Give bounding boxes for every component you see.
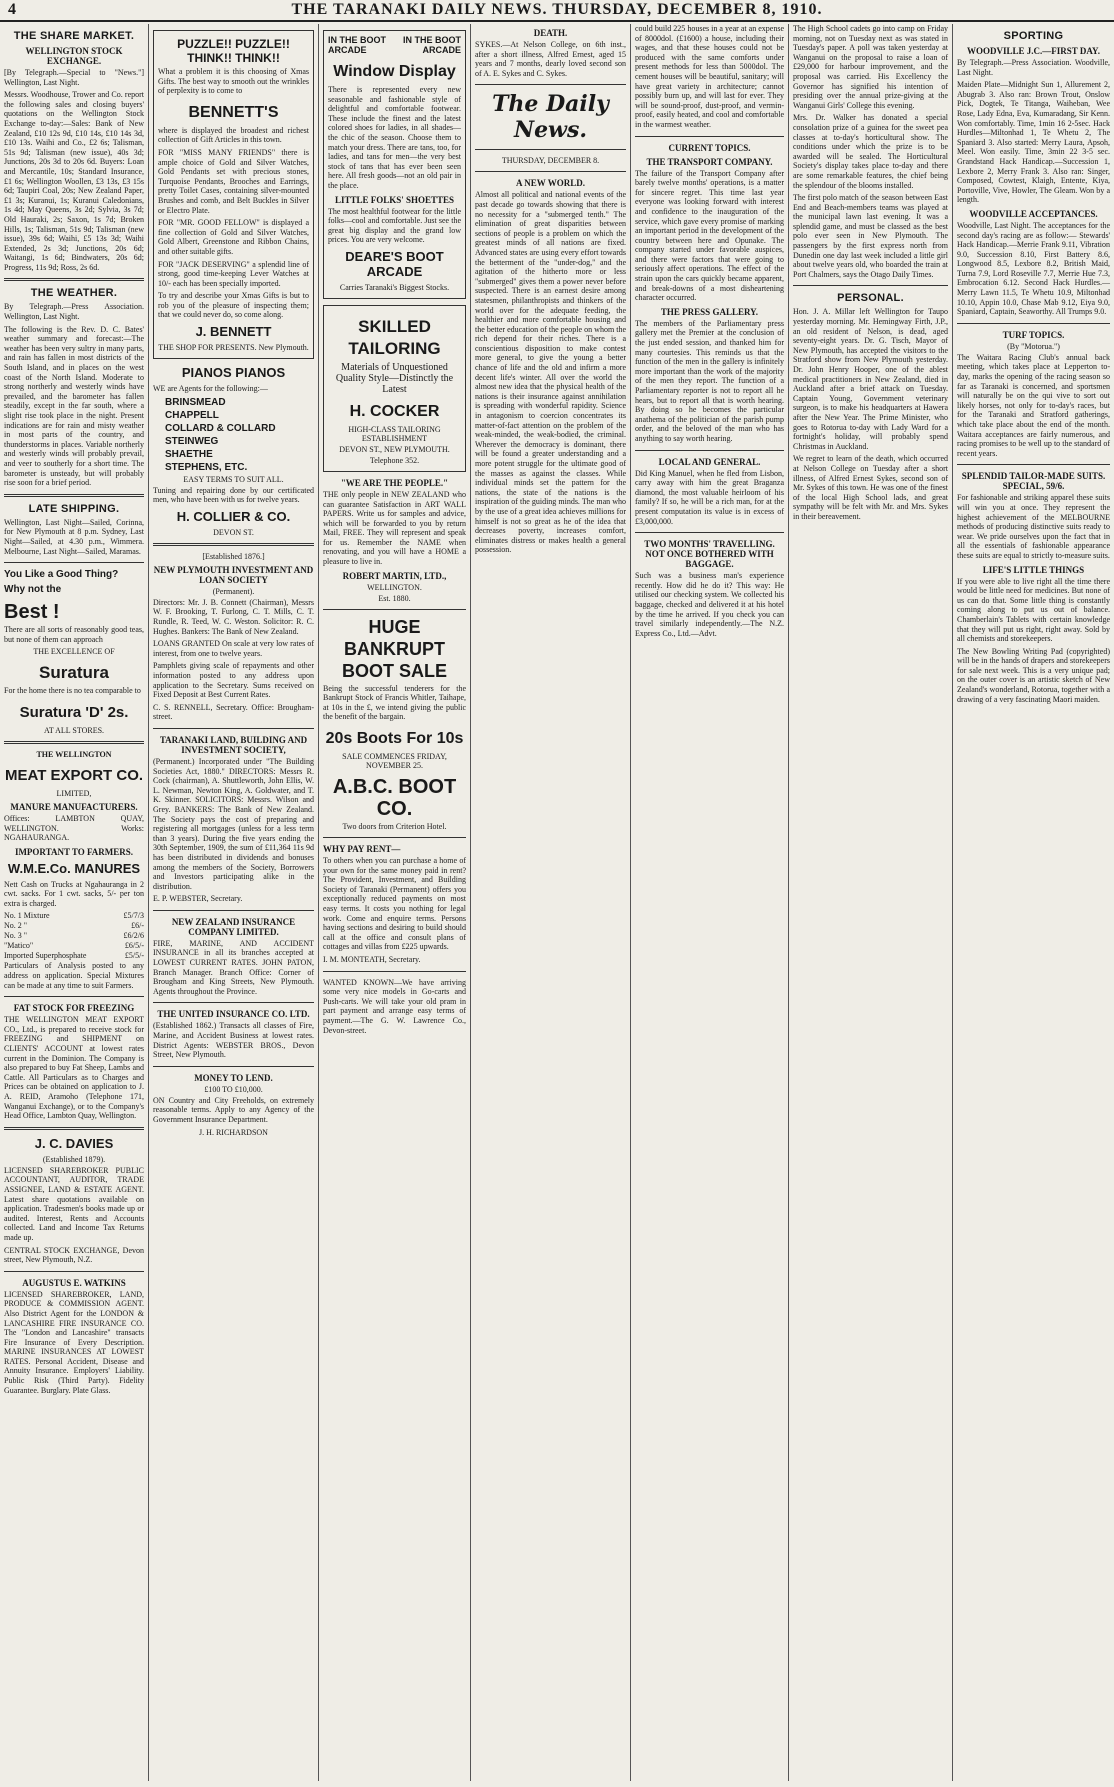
acceptances-heading: WOODVILLE ACCEPTANCES.: [969, 208, 1098, 219]
travelling-body: Such was a business man's experience recently. How did he do it? This way: He utilised our checking system. We collected his baggage, checked and delivered it at his hotel by the time he arrived. If you check you can travel similarly independently.—The N.Z. Express Co., Ltd.—Advt.: [635, 571, 784, 638]
tea-ad-stores: AT ALL STORES.: [43, 725, 105, 735]
editorial-body: Almost all political and national events of the past decade go towards showing that there is no necessity for a "submerged tenth." The elimination of great disparities between sections of people is a problem on which the greatest minds of all nations are fixed. Advanced states are using every effort towards the betterment of the "under-dog," and the agitation of the hitherto more or less "submerged" gives them a power never before suspected. There is an earnest desire among statesmen, philanthropists and thinkers of the world over for the adequate feeding, the healthier and more comfortable housing and the better education of the people on whom the rich depend for their riches. There is a conscientious disposition to make contest more general, to give the young a better chance of life and the old and infirm a more decent life's winter. All over the world the almost new idea that the physical health of the nations is their insurance against annihilation is spreading with wonderful rapidity. Science in antagonism to coercion concentrates its matter-of-fact attention on the problem of the weak-minded, the weak-bodied, the criminal. Wherever the democracy is dominant, there will be found a greater understanding and a more potent struggle for the ultimate good of the masses as against the classes. While individual minds set the pattern for the nations, the state of the nations is the inspiration of the guiding minds. The man who by the use of a great idea achieves millions for himself is not so great as he of the idea that decreases poverty, increases comfort, eliminates distress or makes health a general possession.: [475, 190, 626, 555]
collier-street: DEVON ST.: [213, 527, 254, 537]
wmeco-title: W.M.E.Co. MANURES: [7, 860, 141, 876]
davies-name: J. C. DAVIES: [34, 1135, 114, 1151]
divider: [635, 532, 784, 533]
pianos-agents: WE are Agents for the following:—: [153, 384, 268, 394]
tea-ad-excellence: THE EXCELLENCE OF: [33, 647, 115, 657]
huge-sale-body: Being the successful tenderers for the Bankrupt Stock of Francis Whitler, Taihape, at 10s in the £, we intend giving the public the benefit of the bargain.: [323, 683, 466, 722]
nzi-body: FIRE, MARINE, AND ACCIDENT INSURANCE in all its branches accepted at LOWEST CURRENT RATES. JOHN PATON, Branch Manager. Branch Office: Corner of Brougham and King Streets, New Plymouth. Agents throughout the Province.: [153, 938, 314, 996]
divider: [323, 609, 466, 610]
transport-body: The failure of the Transport Company after barely twelve months' operations, is a matter for sincere regret. This time last year everyone was looking forward with interest and confidence to the inauguration of the service, which gave every promise of marking an important period in the development of the country between here and Opunake. The company started under favorable auspices, and there were factors that were going to seriously affect operations. The effect of the strain upon the cars quickly became apparent, and break-downs of a most disheartening character occurred.: [635, 168, 784, 303]
tuning-body: Tuning and repairing done by our certificated men, who have been with us for twelve years.: [153, 485, 314, 505]
page-number: 4: [8, 1, 17, 18]
tailoring-ad: [323, 305, 466, 472]
tea-ad-best: Best !: [4, 601, 60, 624]
local-heading: LOCAL AND GENERAL.: [658, 456, 761, 467]
piano-make: SHAETHE: [165, 448, 213, 460]
puzzle-body: What a problem it is this choosing of Xmas Gifts. The best way to smooth out the wrinkles of perplexity is to come to: [158, 67, 309, 96]
divider: [323, 837, 466, 838]
manure-row: [4, 911, 144, 920]
news-item: Mrs. Dr. Walker has donated a special consolation prize of a guinea for the sweet pea classes at to-day's horticultural show. The conditions under which the prize is to be awarded will be sealed. The Horticultural Society's display takes place to-day and there are some remarkable features, the chief being the splendour of the blooms installed.: [793, 113, 948, 190]
deare-sub: Carries Taranaki's Biggest Stocks.: [339, 282, 450, 292]
bennett-trying: To try and describe your Xmas Gifts is but to rob you of the pleasure of inspecting them; that we could never do, so come along.: [158, 291, 309, 320]
bennett-title: BENNETT'S: [188, 103, 279, 121]
martin-est: Est. 1880.: [378, 593, 411, 603]
local-body: Did King Manuel, when he fled from Lisbon, carry away with him the great Braganza diamond, the most valuable heirloom of his family? If so, he will be a rich man, for at the present computation its value is in excess of £3,000,000.: [635, 468, 784, 526]
abc-sub: Two doors from Criterion Hotel.: [342, 822, 447, 832]
piano-makes-list: [153, 397, 314, 473]
woodville-body: Maiden Plate—Midnight Sun 1, Allurement 2, Abugrab 3. Also ran: Brown Trout, Onslow Pick, Dogtek, Te Titanga, Waiheban, Wee Rose, Lady Edna, Eva, Kumaradang, Sir Kenn. Won comfortably. Time, 1min 16 2-5sec. Hack Hurdles—Miltonhad 1, Te Whetu 2, The Spaniard 3. Also started: Merry Laura, Apsoh, Meel. Won easily. Time, 3min 22 3-5 sec. Grandstand Hack Handicap.—Succession 1, Lexbore 2, Merry Frank 3. Also ran: Singer, Composed, Cowtest, Klaigh, Entente, Kiya, Portoville, Vive, Howler, The Gleam. Won by a length.: [957, 80, 1110, 205]
arcade-left: IN THE BOOT ARCADE: [328, 35, 386, 55]
manure-name: No. 1 Mixture: [4, 911, 50, 921]
lifes-body: If you were able to live right all the time there would be little need for medicines. But none of us can do that. Some little thing is constantly coming along to put us out of balance. Chamberlain's Tablets with certain knowledge that they will put us right, right away. Sold by all chemists and storekeepers.: [957, 576, 1110, 644]
nzi-title: NEW ZEALAND INSURANCE COMPANY LIMITED.: [171, 916, 296, 937]
transport-heading: THE TRANSPORT COMPANY.: [646, 156, 773, 167]
meat-company-top: THE WELLINGTON: [36, 749, 112, 759]
little-folks-heading: LITTLE FOLKS' SHOETTES: [334, 194, 455, 205]
meat-company-limited: LIMITED,: [56, 788, 92, 798]
divider: [635, 450, 784, 451]
boot-arcade-ad: [323, 30, 466, 299]
tea-ad-product: Suratura 'D' 2s.: [19, 703, 129, 721]
divider: [153, 728, 314, 729]
divider: [153, 1066, 314, 1067]
jbennett-name: J. BENNETT: [195, 324, 272, 340]
bowling-body: The New Bowling Writing Pad (copyrighted) will be in the hands of drapers and storekeepers for sale next week. This is a very unique pad; on the outer cover is an artistic sketch of New Zealand's wonderland, Rotorua, together with a drawing of a very fascinating Maori maiden.: [957, 646, 1110, 704]
turf-heading: TURF TOPICS.: [1002, 329, 1065, 340]
piano-make: BRINSMEAD: [165, 396, 226, 408]
watkins-body: LICENSED SHAREBROKER, LAND, PRODUCE & COMMISSION AGENT. Also District Agent for the LONDON & LANCASHIRE FIRE INSURANCE CO. The "London and Lancashire" transacts Fire Insurance of Every Description. MARINE INSURANCES AT LOWEST RATES. Personal Accident, Disease and Annuity Insurance. Employers' Liability. Public Risk (Third Party). Fidelity Guarantee. Burglary. Plate Glass.: [4, 1289, 144, 1395]
manure-price: £5/7/3: [123, 911, 144, 921]
gallery-body: The members of the Parliamentary press gallery met the Premier at the conclusion of the just ended session, and thanked him for many courtesies. This reminds us that the function of the men in the gallery is infinitely more important than the work of the majority of the men they report. The function of a Parliamentary reporter is not to report all he hears, but to report all that is worth hearing. By doing so he becomes the particular anathema of the politician of the parish pump order, and the beloved of the man who has anything to say worth hearing.: [635, 318, 784, 443]
tea-ad-home: For the home there is no tea comparable to: [4, 686, 141, 696]
suits-body: For fashionable and striking apparel these suits will win you at once. They represent the highest achievement of the MELBOURNE methods of producing distinctive suits ready to wear. We pride ourselves upon the fact that in all the essentials of fashionable appearance these suits are equal to strictly to-measure suits.: [957, 493, 1110, 560]
collier-name: H. COLLIER & CO.: [176, 508, 291, 524]
divider: [4, 562, 144, 563]
manure-price: £6/2/6: [123, 931, 144, 941]
sale-commences: SALE COMMENCES FRIDAY, NOVEMBER 25.: [342, 752, 447, 771]
tea-ad-brand: Suratura: [39, 663, 109, 683]
column-6: [788, 24, 952, 1781]
masthead-title: THE TARANAKI DAILY NEWS. THURSDAY, DECEMBER 8, 1910.: [291, 1, 823, 18]
manure-name: No. 2 ": [4, 921, 28, 931]
column-3: [318, 24, 470, 1781]
money-heading: MONEY TO LEND.: [194, 1072, 273, 1083]
column-4: [470, 24, 630, 1781]
little-folks-body: The most healthful footwear for the little folks—cool and comfortable. Just see the great big display and the grand low prices. You are very welcome.: [328, 206, 461, 245]
money-amount: £100 TO £10,000.: [204, 1084, 263, 1094]
sporting-heading: SPORTING: [1003, 30, 1064, 42]
personal-heading: PERSONAL.: [837, 292, 904, 305]
turf-byline: (By "Motorua."): [1007, 341, 1060, 351]
tea-ad-body: There are all sorts of reasonably good teas, but none of them can approach: [4, 625, 144, 644]
united-body: (Established 1862.) Transacts all classes of Fire, Marine, and Accident Business at lowest rates. District Agents: WEBSTER BROS., Devon Street, New Plymouth.: [153, 1021, 314, 1060]
npi-title: NEW PLYMOUTH INVESTMENT AND LOAN SOCIETY: [153, 564, 314, 585]
gallery-heading: THE PRESS GALLERY.: [660, 306, 759, 317]
divider: [957, 323, 1110, 324]
regret-body: We regret to learn of the death, which occurred at Nelson College on Tuesday after a short illness, of Alfred Ernest Sykes, second son of Mr. Sykes of this town. He was one of the finest of the local High School lads, and great sympathy will be felt with Mr. and Mrs. Sykes in their bereavement.: [793, 454, 948, 521]
tlb-secretary: E. P. WEBSTER, Secretary.: [153, 894, 243, 904]
cement-houses-body: could build 225 houses in a year at an expense of 8000dol. (£1600) a house, including their wages, and that these houses could not be produced with the same comforts under present methods for less than 5000dol. The cement houses will be beautiful, sanitary; will have great variety in architecture; cannot possibly burn up, and will last for ever. They will be sound-proof, dust-proof, and vermin-proof, easily heated, and cool and comfortable in the warmest weather.: [635, 24, 784, 129]
npi-body: Directors: Mr. J. B. Connett (Chairman), Messrs W. F. Brooking, T. Furlong, C. T. Mills, C. T. Rundle, R. Teed, W. C. Weston. Solicitor: R. C. Hughes. Bankers: The Bank of New Zealand.: [153, 597, 314, 636]
tlb-title: TARANAKI LAND, BUILDING AND INVESTMENT SOCIETY,: [159, 734, 308, 755]
column-1: [0, 24, 148, 1781]
divider: [635, 136, 784, 137]
travelling-heading: TWO MONTHS' TRAVELLING. NOT ONCE BOTHERED WITH BAGGAGE.: [644, 539, 775, 570]
manure-price-list: [4, 911, 144, 960]
editorial-heading: A NEW WORLD.: [516, 178, 585, 189]
suits-heading: SPLENDID TAILOR-MADE SUITS. SPECIAL, 59/6.: [961, 471, 1106, 492]
window-display-title: Window Display: [333, 63, 456, 80]
woodville-heading: WOODVILLE J.C.—FIRST DAY.: [967, 46, 1100, 56]
davies-body: LICENSED SHAREBROKER PUBLIC ACCOUNTANT, AUDITOR, TRADE ASSIGNEE, LAND & ESTATE AGENT. Latest share quotations available on application. Tradesmen's books made up or audited. Interest, Rents and Accounts collected. Land and Income Tax Returns made up.: [4, 1165, 144, 1242]
bennett-body: where is displayed the broadest and richest collection of Gift Articles in this town.: [158, 125, 309, 145]
share-market-telegraph: [By Telegraph.—Special to "News."] Wellington, Last Night.: [4, 68, 144, 87]
column-5: [630, 24, 788, 1781]
piano-make: CHAPPELL: [165, 409, 219, 421]
watkins-name: AUGUSTUS E. WATKINS: [22, 1277, 126, 1288]
divider: [4, 1271, 144, 1272]
divider: [153, 543, 314, 546]
meat-company-offices: Offices: LAMBTON QUAY, WELLINGTON. Works: NGAHAURANGA.: [4, 813, 144, 843]
puzzle-heading: PUZZLE!! PUZZLE!! THINK!! THINK!!: [177, 37, 290, 65]
manure-note: Particulars of Analysis posted to any address on application. Special Mixtures can be made at any time to suit Farmers.: [4, 961, 144, 990]
divider: [4, 494, 144, 497]
rent-signature: I. M. MONTEATH, Secretary.: [323, 954, 421, 964]
acceptances-body: Woodville, Last Night. The acceptances for the second day's racing are as follow:— Stewards' Hack Handicap.—Merrie Frank 9.11, Vibration 9.0, Succession 8.10, First Battery 8.6, Longwood 8.5, Lexbore 8.2, British Maid, Turna 7.9, Lord Roseville 7.7, Merrie Hue 7.3, Embrocation 6.12. Second Hack Hurdles.—Merry Lawn 11.5, Te Whetu 10.9, Miltonhad 10.10, Appin 10.0, Chase Mab 9.12, Eiya 9.0, Spaniard, Captain, Seaworthy. All Trumps 9.0.: [957, 220, 1110, 317]
meat-company-title: MEAT EXPORT CO.: [4, 766, 144, 784]
news-item: The High School cadets go into camp on Friday morning, not on Tuesday next as was stated in Tuesday's paper. A poll was taken yesterday at Wanganui on the proposal to raise a loan of £29,000 for harbour improvement, and the proposal was carried. His Excellency the Governor has signified his intention of presiding over the annual prize-giving at the Wanganui Girls' College this evening.: [793, 24, 948, 110]
piano-make: COLLARD & COLLARD: [165, 422, 276, 434]
divider: [475, 171, 626, 172]
pianos-heading: PIANOS PIANOS: [181, 365, 286, 381]
abc-title: A.B.C. BOOT CO.: [332, 776, 457, 821]
martin-name: ROBERT MARTIN, LTD.,: [342, 570, 447, 581]
column-2: [148, 24, 318, 1781]
weather-telegraph: By Telegraph.—Press Association. Wellington, Last Night.: [4, 302, 144, 322]
share-market-subheading: WELLINGTON STOCK EXCHANGE.: [25, 46, 123, 66]
tlb-body: (Permanent.) Incorporated under "The Building Societies Act, 1880." DIRECTORS: Messrs R. Cock (chairman), A. Shuttleworth, John Ellis, W. L. Newman, Newton King, A. Goldwater, and T. K. Skinner. SOLICITORS: Messrs. Wilson and Grey. BANKERS: The Bank of New Zealand. The Society pays the cost of preparing and registering all mortgages (unless for a less term than 3 years). During the five years ending the 30th September, 1909, the sum of £11,364 11s 9d has been distributed in dividends and bonuses among the members of the Society, Borrowers and Investors participating alike in the distribution.: [153, 756, 314, 891]
npi-pamphlets: Pamphlets giving scale of repayments and other information posted to any address upon application to the Secretary. Sums received on Fixed Deposit at Best Current Rates.: [153, 661, 314, 700]
manure-price: £6/5/-: [124, 941, 144, 951]
manure-row: [4, 951, 144, 960]
people-heading: "WE ARE THE PEOPLE.": [340, 477, 449, 488]
dateline: THURSDAY, DECEMBER 8.: [501, 156, 600, 166]
personal-body: Hon. J. A. Millar left Wellington for Taupo yesterday morning. Mr. Hemingway Firth, J.P., an old resident of Nelson, is dead, aged seventy-eight years. Dr. G. Tisch, Mayor of New Plymouth, has accepted the visitors to the Stratford show from New Plymouth yesterday. Dr. John Henry Hooper, one of the ablest medical practitioners in New Zealand, died in Auckland after a brief attack on Tuesday. Captain Young, Government veterinary surgeon, is to make his headquarters at Hawera after the New Year. The Prime Minister, who goes to Rotorua to-day with Lady Ward for a fortnight's holiday, will probably spend Christmas in Auckland.: [793, 307, 948, 451]
meat-company-important: IMPORTANT TO FARMERS.: [14, 846, 134, 857]
piano-make: STEINWEG: [165, 435, 219, 447]
jbennett-sub: THE SHOP FOR PRESENTS. New Plymouth.: [158, 343, 309, 353]
divider: [153, 910, 314, 911]
cocker-telephone: Telephone 352.: [369, 455, 420, 465]
window-display-body: There is represented every new seasonable and fashionable style of delightful and comfortable footwear. These include the finest and the latest colored shoes for ladies, in all shades—the chic of the season. Choose them to match your dress. There are tans, too, for ladies, and tans for men—the very best stock of tans that has ever been seen here. All fresh goods—not an old pair in the place.: [328, 85, 461, 190]
divider: [4, 278, 144, 281]
arcade-right: IN THE BOOT ARCADE: [403, 35, 461, 55]
martin-sub: WELLINGTON.: [367, 582, 422, 592]
bennett-jack: FOR "JACK DESERVING" a splendid line of strong, good time-keeping Lever Watches at 10/- each has been specially imported.: [158, 259, 309, 288]
npi-secretary: C. S. RENNELL, Secretary. Office: Brougham-street.: [153, 702, 314, 722]
divider: [793, 285, 948, 286]
nameplate: The Daily News.: [492, 91, 609, 144]
divider: [4, 996, 144, 997]
tea-ad-question: You Like a Good Thing?: [4, 569, 119, 581]
weather-heading: THE WEATHER.: [30, 287, 118, 300]
manure-name: No. 3 ": [4, 931, 28, 941]
cocker-sub: HIGH-CLASS TAILORING ESTABLISHMENT: [348, 424, 441, 443]
people-body: THE only people in NEW ZEALAND who can guarantee Satisfaction in ART WALL PAPERS. Write us for samples and advice, which will be forwarded to you by return Mail, FREE. They will represent and speak for us. Remember the NAME when renovating, and you will have a HOME a pleasure to live in.: [323, 489, 466, 567]
united-title: THE UNITED INSURANCE CO. LTD.: [157, 1009, 310, 1020]
manure-price: £6/-: [131, 921, 144, 931]
money-body: ON Country and City Freeholds, on extremely reasonable terms. Apply to any Agency of the Government Insurance Department.: [153, 1095, 314, 1124]
manure-row: [4, 941, 144, 950]
npi-permanent: (Permanent).: [212, 586, 255, 596]
manure-price: £5/5/-: [124, 951, 144, 961]
rent-heading: WHY PAY RENT—: [323, 844, 401, 855]
divider: [4, 741, 144, 744]
puzzle-ad: [153, 30, 314, 359]
wanted-body: WANTED KNOWN—We have arriving some very nice models in Go-carts and Push-carts. We will take your old pram in part payment and arrange easy terms of payment.—The G. W. Lawrence Co., Devon-street.: [323, 977, 466, 1035]
divider: [153, 1002, 314, 1003]
death-heading: DEATH.: [533, 28, 568, 38]
money-signature: J. H. RICHARDSON: [199, 1127, 268, 1137]
rent-body: To others when you can purchase a home of your own for the same money paid in rent? The Provident, Investment, and Building Society of Taranaki (Permanent) offers you exceptionally reduced payments on most easy terms. It costs you nothing for legal work. Come and enquire terms. Persons having sections and desiring to build should call at the office and consult plans of cottages and villas from £225 upwards.: [323, 856, 466, 952]
npi-loans: LOANS GRANTED On scale at very low rates of interest, from one to twelve years.: [153, 639, 314, 658]
bennett-misses: FOR "MISS MANY FRIENDS" there is ample choice of Gold and Silver Watches, Gold Pendants set with precious stones, Turquoise Pendants, Brooches and Earrings, pretty Toilet Cases, containing silver-mounted Brushes and comb, and Belt Buckles in Silver or Electro Plate.: [158, 147, 309, 215]
npi-established: [Established 1876.]: [202, 551, 265, 561]
weather-body: The following is the Rev. D. C. Bates' weather summary and forecast:—The weather has been very sultry in many parts, and rain has fallen in most districts of the South Island, and in places on the west coast of the North Island. Moderate to strong northerly and westerly winds have prevailed, and the barometer has fallen steadily, except in the far south, where a slight rise took place in the night. Present indications are for rain and misty weather in most parts of the country, and thunderstorms in places. Variable northerly and westerly winds will probably prevail, and veer to southerly for a short time. The barometer is unsteady, but will probably rise soon for a brief period.: [4, 324, 144, 488]
deare-title: DEARE'S BOOT ARCADE: [345, 248, 444, 279]
easy-terms: EASY TERMS TO SUIT ALL.: [183, 474, 284, 484]
huge-sale-title: HUGE BANKRUPT BOOT SALE: [341, 616, 447, 681]
woodville-telegraph: By Telegraph.—Press Association. Woodville, Last Night.: [957, 58, 1110, 77]
shipping-body: Wellington, Last Night—Sailed, Corinna, for New Plymouth at 8 p.m. Sydney, Last Night—Sailed, at 4.30 p.m., Wimmera. Melbourne, Last Night—Sailed, Maramas.: [4, 517, 144, 556]
davies-established: (Established 1879).: [42, 1154, 106, 1164]
divider: [475, 84, 626, 85]
divider: [323, 971, 466, 972]
arcade-header: [328, 35, 461, 55]
meat-company-manure: MANURE MANUFACTURERS.: [10, 801, 138, 812]
divider: [957, 464, 1110, 465]
manure-name: "Matico": [4, 941, 34, 951]
tea-ad-why: Why not the: [4, 584, 62, 596]
freezing-heading: FAT STOCK FOR FREEZING: [13, 1003, 135, 1014]
piano-make: STEPHENS, ETC.: [165, 461, 248, 473]
boots-offer: 20s Boots For 10s: [325, 730, 464, 748]
manure-row: [4, 921, 144, 930]
divider: [4, 1127, 144, 1130]
skilled-body: Materials of Unquestioned Quality Style—Distinctly the Latest: [335, 361, 454, 395]
freezing-body: THE WELLINGTON MEAT EXPORT CO., Ltd., is prepared to receive stock for FREEZING and SHIPMENT on CLIENTS' ACCOUNT at lowest rates current in the Dominion. The Company is also prepared to buy Fat Sheep, Lambs and Cattle. All Particulars as to Charges and Prices can be obtained on application to J. A. REID, Aramoho (Telephone 171, Wanganui Exchange), or to the Company's Head Office, Lambton Quay, Wellington.: [4, 1015, 144, 1121]
share-market-body: Messrs. Woodhouse, Trower and Co. report the following sales and closing buyers' quotations on the Wellington Stock Exchange to-day:—Sales: Bank of New Zealand, £10 12s 9d, £10 14s, £10 14s 3d, £10 13s. Waihi and Co., £2 6s; Talisman, 51s 9d; Talisman (new issue), 40s 3d; Junctions, 20s 3d to 20s 6d. Buyers: Loan and Mercantile, 10s; Standard Insurance, £1 6s; Wellington Woollen, £3 13s, £3 15s 6d; Taupiri Coal, 20s; New Zealand Paper, £1 3s; Kuranui, 1s; Kuranui Caledonians, 1s 4d; May Queens, 3s 2d; Sylvia, 3s 7d; Old Hauraki, 2s; Saxon, 1s 7d; Broken Hills, 1s; Talisman, 51s 9d; Talisman (new issue), 39s 6d; Waihi, £5 13s 3d; Waihi Extended, 2s 3d; Junctions, 20s 6d; Waitangi, 1s 6d; Bindwaters, 20s 6d; Progress, 11s 9d; Ross, 2s 6d.: [4, 90, 144, 272]
column-7: [952, 24, 1114, 1781]
current-topics-heading: CURRENT TOPICS.: [668, 142, 751, 153]
cocker-name: H. COCKER: [349, 402, 440, 420]
news-item: The first polo match of the season between East End and Beach-members teams was played at the municipal lawn last evening. It was a splendid game, and must be classed as the best polo ever seen in New Plymouth. The passengers by the first express north from Dunedin one day last week included a little girl about twelve years old, who boarded the train at Port Chalmers, says the Otago Daily Times.: [793, 193, 948, 279]
masthead: [0, 0, 1114, 22]
lifes-heading: LIFE'S LITTLE THINGS: [982, 564, 1085, 575]
share-market-heading: THE SHARE MARKET.: [13, 30, 135, 42]
death-body: SYKES.—At Nelson College, on 6th inst., after a short illness, Alfred Ernest, aged 15 years and 7 months, dearly loved second son of A. E. Sykes and C. Sykes.: [475, 40, 626, 78]
divider: [475, 149, 626, 150]
turf-body: The Waitara Racing Club's annual back meeting, which takes place at Lepperton to-day, marks the opening of the racing season so far as Taranaki is concerned, and sportsmen will naturally be on the qui vive to sort out likely horses, not only for to-day's races, but for the Taranaki and Stratford gatherings, which take place about the end of the month. Waitara acceptances are fairly numerous, and racing promises to be well up to the standard of recent years.: [957, 352, 1110, 458]
cocker-address: DEVON ST., NEW PLYMOUTH.: [339, 444, 450, 454]
davies-address: CENTRAL STOCK EXCHANGE, Devon street, New Plymouth, N.Z.: [4, 1245, 144, 1265]
manure-name: Imported Superphosphate: [4, 951, 87, 961]
wmeco-body: Nett Cash on Trucks at Ngahauranga in 2 cwt. sacks. For 1 cwt. sacks, 5/- per ton extra is charged.: [4, 879, 144, 908]
bennett-good-fellow: FOR "MR. GOOD FELLOW" is displayed a fine collection of Gold and Silver Watches, Gold Albert, Greenstone and Ribbon Chains, and other suitable gifts.: [158, 218, 309, 256]
manure-row: [4, 931, 144, 940]
shipping-heading: LATE SHIPPING.: [28, 502, 120, 515]
skilled-title: SKILLED TAILORING: [348, 316, 441, 358]
